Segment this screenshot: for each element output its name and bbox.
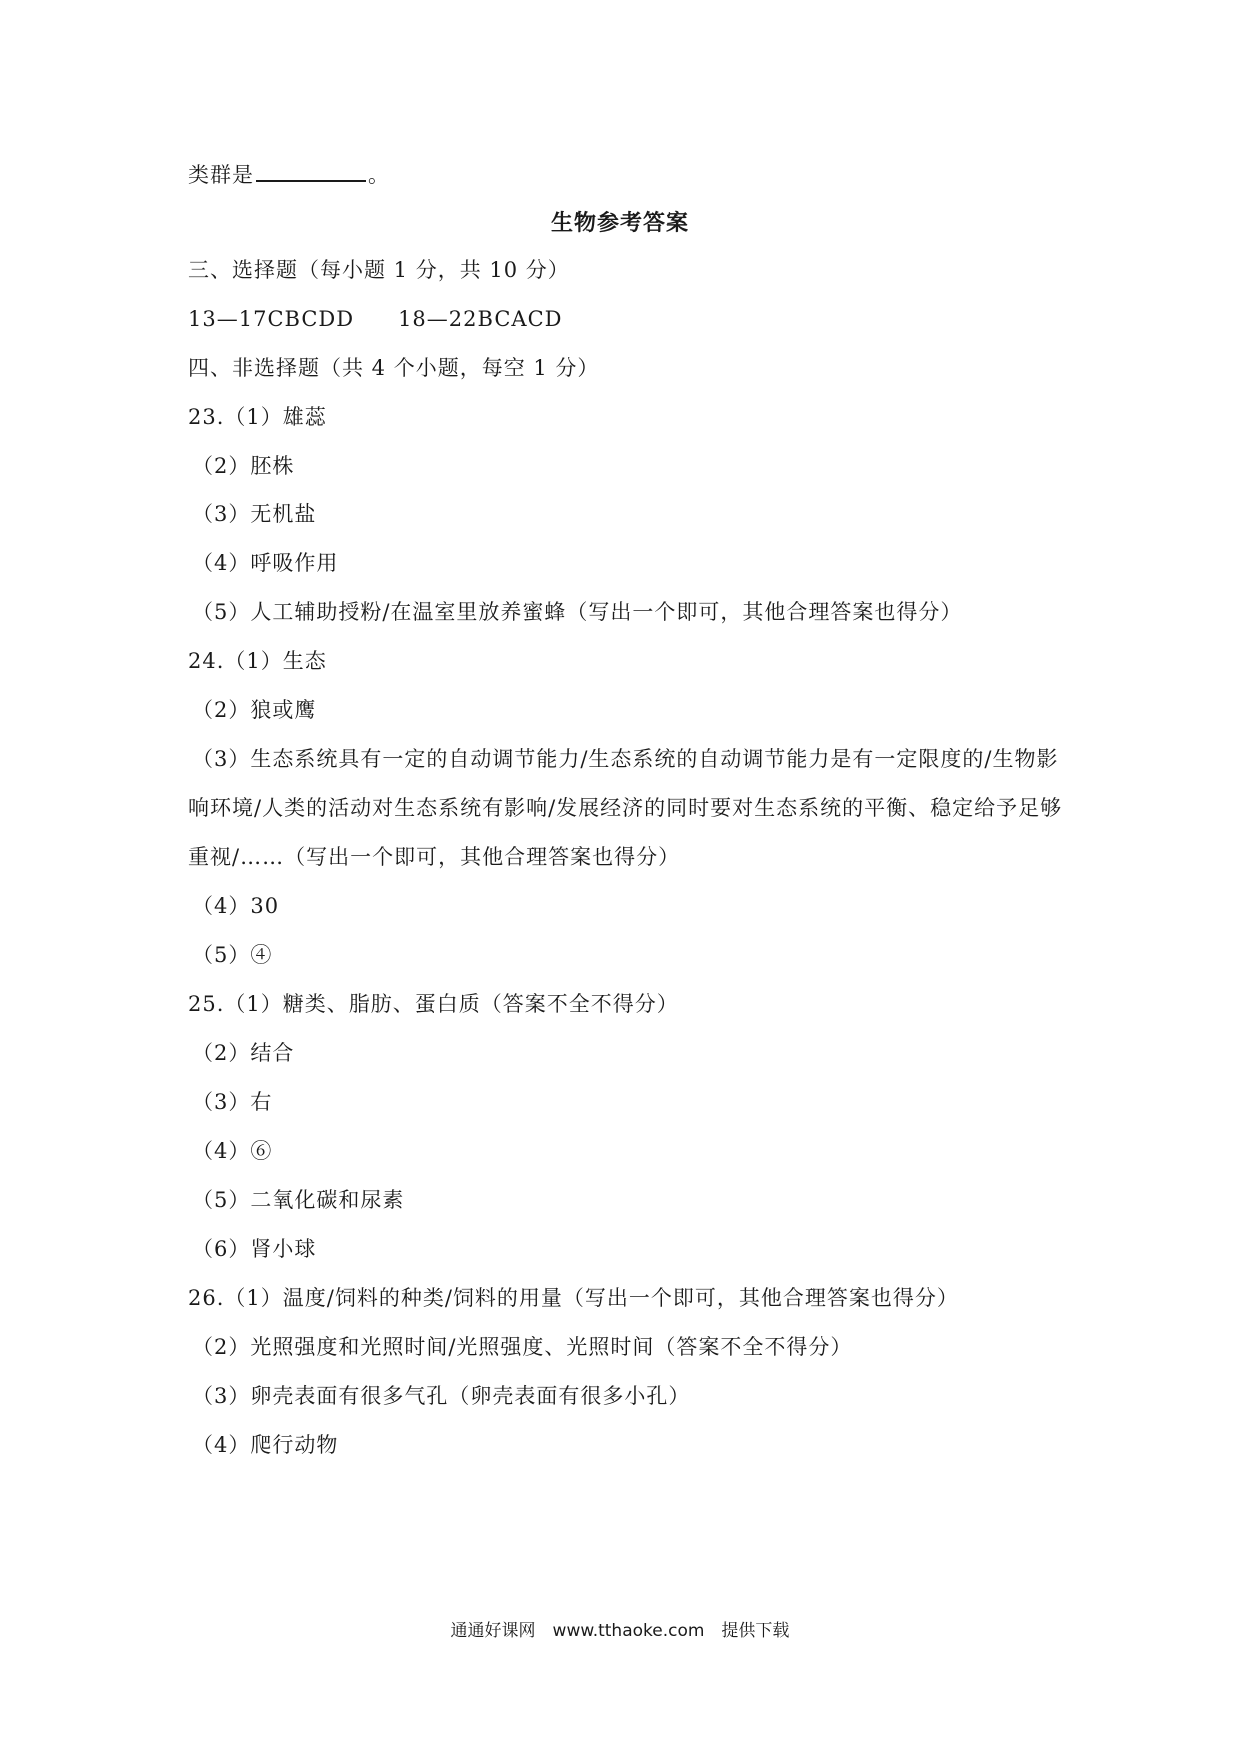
q23-answer-2: （2）胚株: [192, 454, 295, 478]
fragment-suffix: 。: [368, 163, 390, 187]
q25-answer-3: （3）右: [192, 1090, 273, 1114]
q24-answer-1: 24.（1）生态: [188, 649, 327, 673]
q23-answer-4: （4）呼吸作用: [192, 551, 339, 575]
q26-answer-2: （2）光照强度和光照时间/光照强度、光照时间（答案不全不得分）: [192, 1335, 853, 1359]
q25-answer-6: （6）肾小球: [192, 1237, 317, 1261]
page-title: 生物参考答案: [550, 210, 689, 236]
q24-answer-3-line-1: （3）生态系统具有一定的自动调节能力/生态系统的自动调节能力是有一定限度的/生物影: [192, 747, 1059, 771]
fragment-prefix: 类群是: [188, 163, 254, 187]
section3-answers: 13—17CBCDD 18—22BCACD: [188, 307, 563, 331]
q25-answer-2: （2）结合: [192, 1041, 295, 1065]
q26-answer-1: 26.（1）温度/饲料的种类/饲料的用量（写出一个即可，其他合理答案也得分）: [188, 1286, 959, 1310]
page-footer: 通通好课网 www.tthaoke.com 提供下载: [450, 1621, 790, 1641]
q26-answer-4: （4）爬行动物: [192, 1433, 339, 1457]
answer-blank: [256, 160, 366, 182]
q25-answer-4: （4）⑥: [192, 1139, 273, 1163]
q25-answer-1: 25.（1）糖类、脂肪、蛋白质（答案不全不得分）: [188, 992, 679, 1016]
q24-answer-5: （5）④: [192, 943, 273, 967]
section4-heading: 四、非选择题（共 4 个小题，每空 1 分）: [188, 356, 600, 380]
q24-answer-3-line-3: 重视/……（写出一个即可，其他合理答案也得分）: [188, 845, 681, 869]
q23-answer-3: （3）无机盐: [192, 502, 317, 526]
q24-answer-3-line-2: 响环境/人类的活动对生态系统有影响/发展经济的同时要对生态系统的平衡、稳定给予足够: [188, 796, 1063, 820]
previous-question-fragment: [188, 160, 390, 189]
q25-answer-5: （5）二氧化碳和尿素: [192, 1188, 405, 1212]
section3-heading: 三、选择题（每小题 1 分，共 10 分）: [188, 258, 570, 282]
q23-answer-5: （5）人工辅助授粉/在温室里放养蜜蜂（写出一个即可，其他合理答案也得分）: [192, 600, 963, 624]
q23-answer-1: 23.（1）雄蕊: [188, 405, 327, 429]
q24-answer-4: （4）30: [192, 894, 280, 918]
q26-answer-3: （3）卵壳表面有很多气孔（卵壳表面有很多小孔）: [192, 1384, 691, 1408]
q24-answer-2: （2）狼或鹰: [192, 698, 317, 722]
